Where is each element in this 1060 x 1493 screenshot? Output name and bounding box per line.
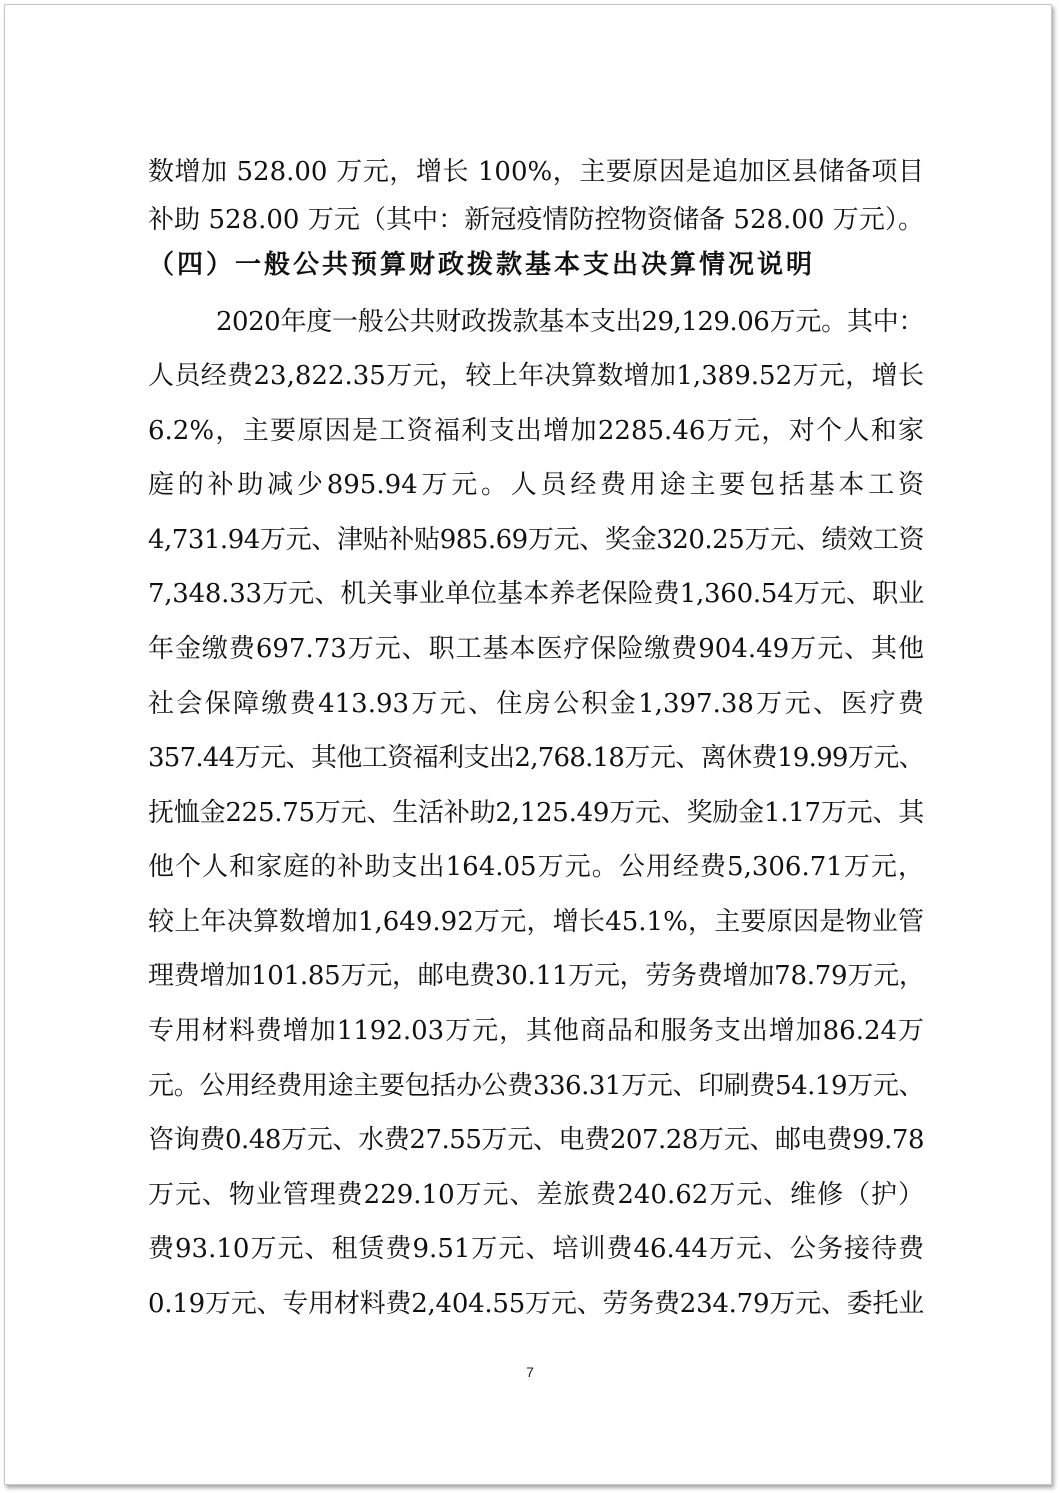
text-line: 万元、物业管理费229.10万元、差旅费240.62万元、维修（护）: [148, 1180, 924, 1210]
paragraph-first-line: 2020年度一般公共财政拨款基本支出29,129.06万元。其中：: [216, 307, 924, 337]
section-heading: （四）一般公共预算财政拨款基本支出决算情况说明: [148, 250, 816, 280]
text-line: 理费增加101.85万元，邮电费30.11万元，劳务费增加78.79万元，: [148, 961, 925, 991]
text-line: 年金缴费697.73万元、职工基本医疗保险缴费904.49万元、其他: [148, 634, 924, 664]
text-line: 较上年决算数增加1,649.92万元，增长45.1%，主要原因是物业管: [148, 907, 924, 937]
text-line: 4,731.94万元、津贴补贴985.69万元、奖金320.25万元、绩效工资: [148, 525, 924, 555]
text-line: 元。公用经费用途主要包括办公费336.31万元、印刷费54.19万元、: [148, 1071, 924, 1101]
page-number: 7: [526, 1364, 534, 1380]
text-line: 专用材料费增加1192.03万元，其他商品和服务支出增加86.24万: [148, 1016, 924, 1046]
text-line: 庭的补助减少895.94万元。人员经费用途主要包括基本工资: [148, 470, 924, 500]
text-line: 人员经费23,822.35万元，较上年决算数增加1,389.52万元，增长: [148, 361, 924, 391]
text-line: 357.44万元、其他工资福利支出2,768.18万元、离休费19.99万元、: [148, 743, 924, 773]
text-line: 7,348.33万元、机关事业单位基本养老保险费1,360.54万元、职业: [148, 579, 924, 609]
text-line: 6.2%，主要原因是工资福利支出增加2285.46万元，对个人和家: [148, 416, 924, 446]
text-line: 咨询费0.48万元、水费27.55万元、电费207.28万元、邮电费99.78: [148, 1125, 924, 1155]
text-line: 社会保障缴费413.93万元、住房公积金1,397.38万元、医疗费: [148, 689, 924, 719]
text-line: 抚恤金225.75万元、生活补助2,125.49万元、奖励金1.17万元、其: [148, 798, 924, 828]
text-line: 0.19万元、专用材料费2,404.55万元、劳务费234.79万元、委托业: [148, 1289, 924, 1319]
text-line: 他个人和家庭的补助支出164.05万元。公用经费5,306.71万元，: [148, 852, 924, 882]
text-line: 数增加 528.00 万元，增长 100%，主要原因是追加区县储备项目: [148, 157, 924, 187]
text-line: 费93.10万元、租赁费9.51万元、培训费46.44万元、公务接待费: [148, 1234, 924, 1264]
text-line: 补助 528.00 万元（其中：新冠疫情防控物资储备 528.00 万元）。: [148, 205, 924, 235]
